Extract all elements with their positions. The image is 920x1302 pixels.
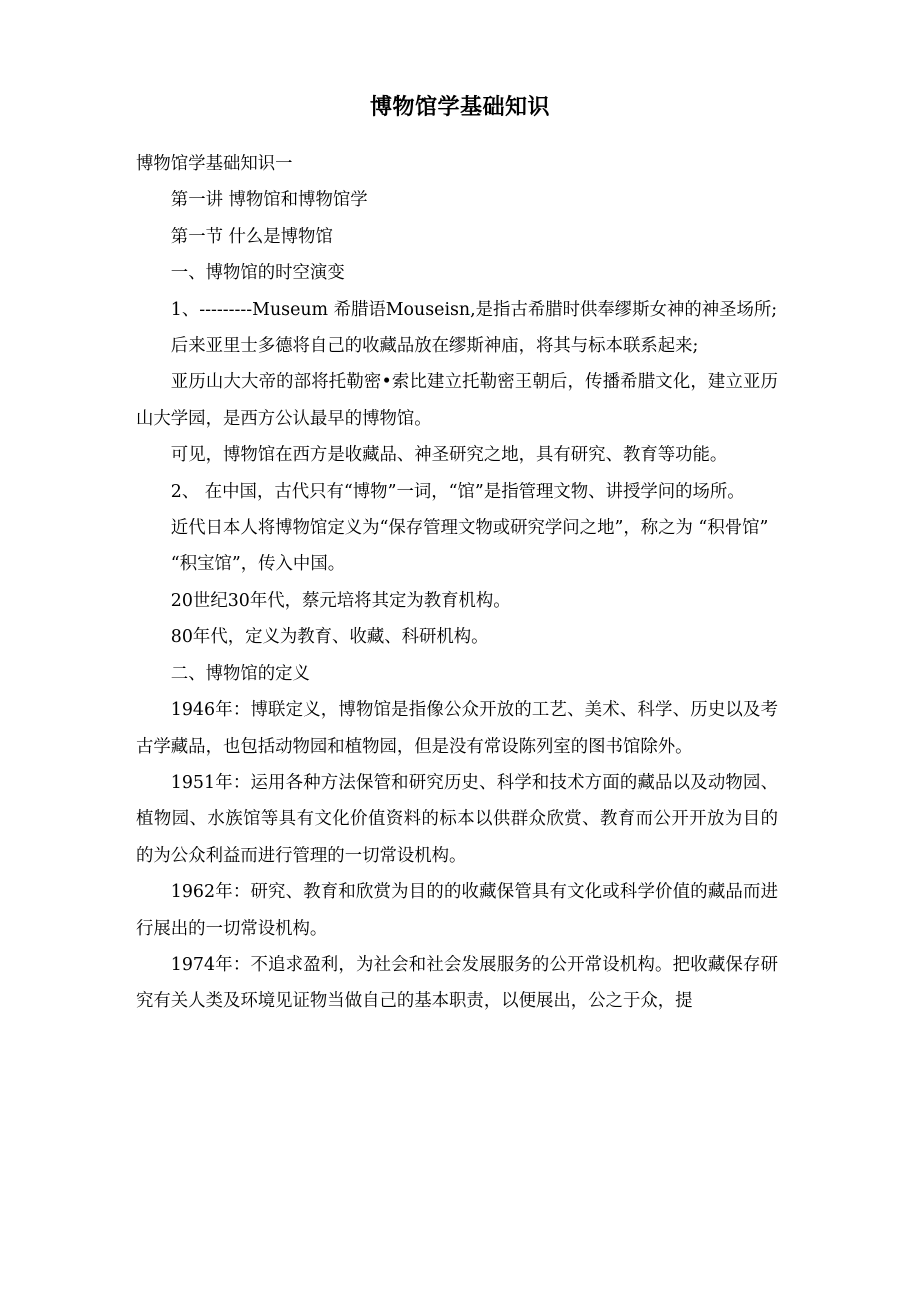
body-paragraph: 1946年：博联定义，博物馆是指像公众开放的工艺、美术、科学、历史以及考古学藏品，也包括动物园和植物园，但是没有常设陈列室的图书馆除外。 xyxy=(136,700,778,757)
body-paragraph: 80年代，定义为教育、收藏、科研机构。 xyxy=(170,627,489,648)
body-paragraph: “积宝馆”，传入中国。 xyxy=(170,554,346,575)
body-paragraph: 后来亚里士多德将自己的收藏品放在缪斯神庙，将其与标本联系起来; xyxy=(170,336,699,357)
body-paragraph: 可见，博物馆在西方是收藏品、神圣研究之地，具有研究、教育等功能。 xyxy=(170,445,728,466)
body-paragraph: 亚历山大大帝的部将托勒密•索比建立托勒密王朝后，传播希腊文化，建立亚历山大学园，是西方公认最早的博物馆。 xyxy=(136,372,778,429)
body-paragraph: 近代日本人将博物馆定义为“保存管理文物或研究学问之地”，称之为 “积骨馆” xyxy=(170,518,769,539)
document-body xyxy=(136,146,778,1020)
subtitle-paragraph: 博物馆学基础知识一 xyxy=(136,154,293,174)
section-heading: 第一节 什么是博物馆 xyxy=(170,226,333,247)
lecture-heading: 第一讲 博物馆和博物馆学 xyxy=(170,190,368,211)
body-paragraph: 20世纪30年代，蔡元培将其定为教育机构。 xyxy=(170,590,511,611)
body-paragraph: 1962年：研究、教育和欣赏为目的的收藏保管具有文化或科学价值的藏品而进行展出的一切常设机构。 xyxy=(136,882,778,939)
body-paragraph: 2、 在中国，古代只有“博物”一词，“馆”是指管理文物、讲授学问的场所。 xyxy=(170,481,745,502)
body-paragraph: 1、---------Museum 希腊语Mouseisn,是指古希腊时供奉缪斯女神的神圣场所; xyxy=(170,299,778,320)
subsection-heading: 一、博物馆的时空演变 xyxy=(170,263,345,284)
subsection-heading: 二、博物馆的定义 xyxy=(170,663,310,684)
body-paragraph: 1951年：运用各种方法保管和研究历史、科学和技术方面的藏品以及动物园、植物园、水族馆等具有文化价值资料的标本以供群众欣赏、教育而公开开放为目的的为公众利益而进行管理的一切常设机构。 xyxy=(136,772,778,866)
document-title: 博物馆学基础知识 xyxy=(369,95,550,120)
body-paragraph: 1974年：不追求盈利，为社会和社会发展服务的公开常设机构。把收藏保存研究有关人类及环境见证物当做自己的基本职责，以便展出，公之于众，提 xyxy=(136,954,778,1012)
